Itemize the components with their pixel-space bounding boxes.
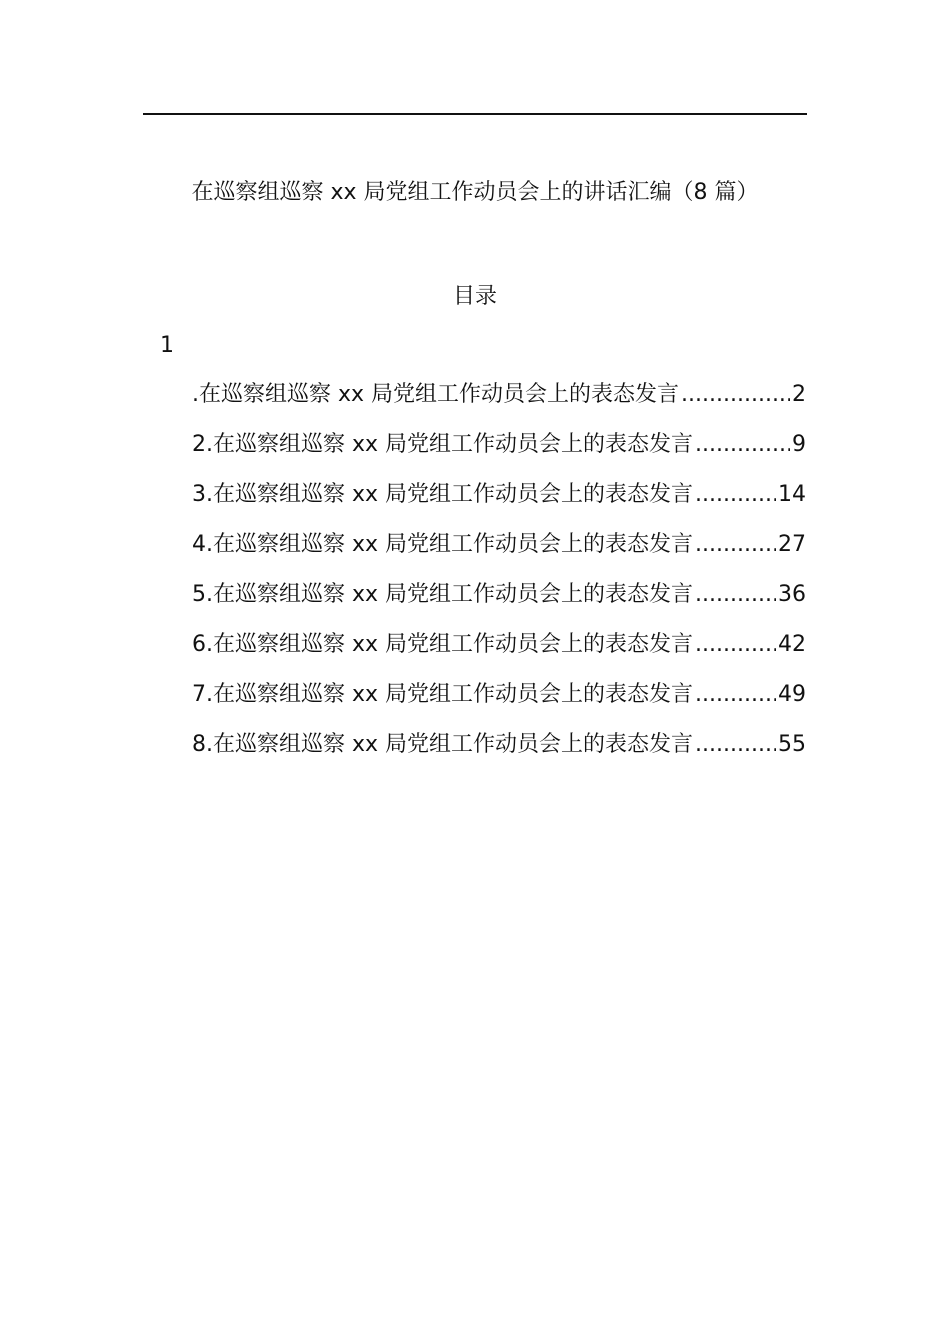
toc-entry-page: 9 xyxy=(792,432,806,457)
toc-entry[interactable] xyxy=(192,430,806,480)
toc-dot-leader xyxy=(695,680,776,710)
table-of-contents xyxy=(192,380,806,780)
toc-orphan-number: 1 xyxy=(160,333,174,358)
toc-entry-page: 49 xyxy=(778,682,806,707)
toc-entry[interactable] xyxy=(192,680,806,730)
toc-entry[interactable] xyxy=(192,480,806,530)
toc-entry-title: 4.在巡察组巡察 xx 局党组工作动员会上的表态发言 xyxy=(192,532,694,557)
toc-dot-leader xyxy=(695,730,776,760)
toc-entry[interactable] xyxy=(192,380,806,430)
toc-entry-title: 2.在巡察组巡察 xx 局党组工作动员会上的表态发言 xyxy=(192,432,694,457)
toc-entry-title: 3.在巡察组巡察 xx 局党组工作动员会上的表态发言 xyxy=(192,482,694,507)
toc-dot-leader xyxy=(695,580,776,610)
toc-dot-leader xyxy=(695,530,776,560)
toc-entry-page: 42 xyxy=(778,632,806,657)
toc-entry-title: 8.在巡察组巡察 xx 局党组工作动员会上的表态发言 xyxy=(192,732,694,757)
toc-entry-page: 14 xyxy=(778,482,806,507)
toc-entry-title: 6.在巡察组巡察 xx 局党组工作动员会上的表态发言 xyxy=(192,632,694,657)
toc-entry[interactable] xyxy=(192,630,806,680)
toc-entry-page: 27 xyxy=(778,532,806,557)
toc-entry-page: 2 xyxy=(792,382,806,407)
toc-dot-leader xyxy=(695,430,790,460)
toc-dot-leader xyxy=(695,630,776,660)
toc-entry-title: 5.在巡察组巡察 xx 局党组工作动员会上的表态发言 xyxy=(192,582,694,607)
toc-dot-leader xyxy=(695,480,776,510)
toc-entry-title: 7.在巡察组巡察 xx 局党组工作动员会上的表态发言 xyxy=(192,682,694,707)
toc-dot-leader xyxy=(681,380,790,410)
document-title: 在巡察组巡察 xx 局党组工作动员会上的讲话汇编（8 篇） xyxy=(191,180,759,205)
toc-heading: 目录 xyxy=(452,284,497,309)
toc-entry-page: 36 xyxy=(778,582,806,607)
toc-entry[interactable] xyxy=(192,530,806,580)
header-rule xyxy=(143,113,807,115)
toc-entry[interactable] xyxy=(192,580,806,630)
toc-entry[interactable] xyxy=(192,730,806,780)
toc-entry-page: 55 xyxy=(778,732,806,757)
toc-entry-title: .在巡察组巡察 xx 局党组工作动员会上的表态发言 xyxy=(192,382,680,407)
